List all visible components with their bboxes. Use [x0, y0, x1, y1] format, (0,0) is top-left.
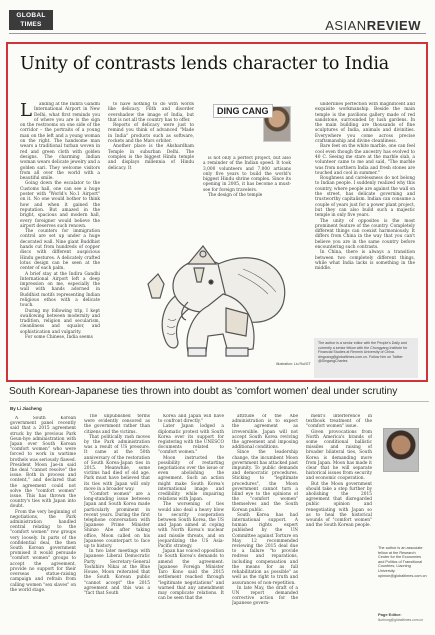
paragraph: In China, there is always a transition between two completely different things, while what India lacks is something in the middle.	[315, 250, 415, 272]
paragraph: Roughness and carelessness do not belong to Indian people. I suddenly realized why this country, where people are against the wall on the street, has delicate governing and trustworthy capitalism. Indian can consume a couple of years just for a power plant project, but they can also build such a majestic temple in only five years.	[315, 176, 415, 219]
paragraph: In late May, the draft of a UN report demanded corrective action for the Japanese govern-	[232, 585, 298, 607]
paragraph: From the very beginning of negotiations, the Park administration handled central relating to the "comfort women" row groups very loosely. In parts of the confidential deal, the then South Korean government promised it would persuade "comfort women" groups to accept the agreement, provide no support for their overseas statue-raising campaign and refrain from calling women "sex slaves" on the world stage.	[10, 509, 76, 593]
paragraph: underlines perfection with magnificent and exquisite workmanship. Beside the main temple is the pavilions gallery made of red sandstone, surrounded by lush gardens. In the main building are thousands of fine sculptures of India, animals and divinities. Everywhere you come across precise craftsmanship and divine cleanliness.	[315, 102, 415, 145]
logo-line-2: TIMES	[20, 21, 42, 28]
paragraph: "Comfort women" are a long-standing issue between Japan and South Korea made particularly prominent in recent years. During the first telephone conversation with Japanese Prime Minister Shinzo Abe after taking office, Moon called on his Japanese counterpart to face up to history.	[84, 492, 150, 550]
paragraph: The unity of opposites is the most prominent feature of the country. Completely different things can coexist harmoniously. It differs from China in the way that you can't believe you are in the same country before encountering such contrasts.	[315, 218, 415, 251]
paragraph: anding at the Indira Gandhi International Airport in New Delhi, what first reminds you of where you are is the sign on the restrooms on one side of the corridor – the portraits of a young man on the left and a young woman on the right. The handsome man wears a traditional turban woven in red and green cloth with golden designs. The charming Indian woman wears delicate jewelry and a golden sari. They welcome visitors from all over the world with a beautiful smile.	[20, 102, 100, 182]
paragraph: During my following trip, I kept swallowing between modernity and tradition, religion and secularism, cleanliness and squalor, and sophistication and vulgarity.	[20, 308, 100, 335]
paragraph: Later Japan lodged a diplomatic protest with South Korea over its support for registering with the UNESCO documents related to "comfort women."	[158, 424, 224, 456]
paragraph: But the Moon government should take a step further by abolishing the 2015 agreement that disregarded public opinion and renegotiating with Japan so as to heal the historical wounds of "comfort women" and the South Korean people.	[306, 481, 372, 529]
paragraph: Moon instructed the possibility of restarting negotiations over the issue or even abolishing the agreement. Such an action might make South Korea's international image and credibility while impairing relations with Japan.	[158, 455, 224, 503]
paragraph: Japan has voiced opposition to South Korea's demands to amend the agreement. Japanese Foreign Minister Taro Kono said the 2015 settlement reached through "legitimate negotiations" and warned that any amendment may complicate relations. It can be seen that the	[158, 549, 224, 602]
feature-column-4	[315, 102, 415, 302]
story2-byline: By Li Jiacheng	[10, 406, 42, 411]
paragraph: ment's interference in textbook treatment of the "comfort women" issue.	[306, 414, 372, 430]
paragraph: Going down the escalator to the Customs hall, one can see a huge poster with "World's No.1 Airport" on it. No one would bother to think how and when it gained the reputation. But amazed in the bright, spacious and modern hall, every foreigner would believe the airport deserves such renown.	[20, 181, 100, 229]
drop-cap: L	[20, 102, 32, 121]
elephant-illustration	[108, 224, 308, 374]
paragraph: Reports of delicacy were just to remind you think of advanced "Made in India" products such as software, rockets and the Mars orbiter.	[108, 123, 194, 145]
paragraph: The worsening of ties would also deal a heavy blow to security cooperation between South Korea, the US and Japan aimed at coping with North Korea's nuclear and missile threats, and on jeopardizing the US Asia-Pacific strategy.	[158, 502, 224, 550]
paragraph: to have nothing to do with words like delicacy. Filth and disorder overshadow the image of India, but that is not all the country has to offer.	[108, 102, 194, 123]
paragraph: Given provocations from North America's brands of some conditional ballistic missiles and raising of broader bilateral ties, South Korea is demanding more from Japan. Moon has made it clear that he will separate historical issues from security and economic cooperation.	[306, 429, 372, 482]
paragraph: attitude of the Abe administration is to expect the agreement as irreversible. Japan will not accept South Korea reviving the agreement and imposing additional conditions.	[232, 414, 298, 451]
paragraph: South Korea has had international support. A human rights expert published by the UN Committee against Torture on May 12 recommended reviewing the 2015 deal due to a failure "to provide redress and reparations, including compensation and the means for as full rehabilitation as possible" as well as the right to truth and assurances of non-repetition.	[232, 512, 298, 586]
author-portrait	[383, 428, 419, 472]
paragraph: Bare feet on the white marble, one can feel cool even though the ancestry has evolved to 40 C. Seeing me stare at the marble slab, a volunteer came to me and said, "The marble was from northern India and fresh stones are touched and cool in summer."	[315, 144, 415, 176]
paragraph: Another place is the Akshardham Temple in suburban Delhi. The complex is the biggest Hindu temple and displays millennia of Hindu delicacy. It	[108, 144, 194, 171]
story2-column-5	[306, 414, 372, 628]
paragraph: In two later meetings with Japanese Liberal Democratic Party Secretary-General Toshihiro Nikai at the Blue House, Moon reiterated that the South Korean public "cannot accept" the 2015 agreement and this was a "fact that South	[84, 549, 150, 596]
story2-column-3	[158, 414, 224, 628]
feature-column-2	[108, 102, 194, 220]
paragraph: That politically rash moves by the Park administration was a result of US pressure. It came at the 50th anniversary of the restoration of South Korea-Japan ties in 2015. Meanwhile, some victims had died of old age. Park must have believed that its ties with Japan will only move in a broader way.	[84, 434, 150, 492]
logo-line-1: GLOBAL	[16, 12, 46, 19]
story2-headline[interactable]: South Korean-Japanese ties thrown into doubt as 'comfort women' deal under scrutiny	[9, 386, 398, 397]
story2-rule	[9, 401, 429, 402]
author-header	[213, 104, 293, 154]
section-title-bold: REVIEW	[366, 18, 421, 33]
illustration-credit: Illustration: Liu Rui/GT	[276, 362, 311, 366]
author-note: The author is an associate fellow at the Research Center for the Economies and Politics of Transitional Countries, Liaoning University. opinion@globaltimes.com.cn	[378, 546, 427, 578]
page-editor-label: Page Editor:	[378, 612, 402, 617]
section-title	[325, 18, 421, 33]
paragraph: For some Chinese, India seems	[25, 335, 93, 341]
feature-column-3	[203, 156, 291, 226]
story2-sidebar	[378, 408, 428, 630]
paragraph: The unpublished terms were evidently censored as the government rather than citizens and the victims.	[84, 414, 150, 435]
masthead-rule	[9, 33, 426, 34]
paragraph: Korea and Japan will have to confront directly."	[158, 414, 224, 425]
paragraph: A South Korean government panel recently said that a 2015 agreement struck by the previous Park Geun-hye administration with Japan over South Korean "comfort women" who were forced to work in wartime brothels was seriously flawed. President Moon Jae-in said the deal "cannot resolve" the issue. Both in process and content," and declared that the agreement could not solve the "comfort women" issue. This has thrown the country's ties with Japan into doubt.	[10, 416, 76, 510]
author-bio: The author is a senior editor with the People's Daily and currently a senior fellow with the Chongyang Institute for Financial Studies at Renmin University of China. dingcang@globaltimes.com.cn. Follow him on Twitter @DingangCharles	[314, 338, 418, 378]
paragraph: is not only a perfect project, but also a reminder of the Indian speed. It took 3,000 volunteers and 7,000 artisans only five years to build the world's biggest Hindu shrine complex. Since its opening in 2005, it has become a must-see for foreign travelers.	[203, 156, 291, 193]
author-name: DING CANG	[213, 104, 273, 118]
page-editor-email[interactable]: liuzhong@globaltimes.com.cn	[378, 618, 424, 622]
feature-column-1	[20, 102, 100, 374]
feature-headline: Unity of contrasts lends character to India	[20, 54, 390, 74]
story2-column-2	[84, 414, 150, 628]
paragraph: Since the leadership change, the incumbent Moon government has attacked past impunity. To public demands and democratic procedures. Sticking to "legitimate procedures", the Moon government cannot turn a blind eye to the opinions of the "comfort women" themselves and the South Korean public.	[232, 450, 298, 513]
story2-column-4	[232, 414, 298, 628]
feature-article[interactable]	[6, 42, 428, 382]
paragraph: The counters for immigration control are set up under a huge decorated wall. Nine giant Buddhist hands cut from hundreds of copper discs with different auspicious Hindu gestures. A delicately crafted lotus design can be seen at the center of each palm.	[20, 229, 100, 272]
story2-column-1	[10, 416, 76, 630]
paragraph: A brief stay at the Indira Gandhi International Airport left a deep impression on me, especially the wall with hands adorned in Buddhist motifs representing Indian religious ethos with a delicate touch.	[20, 271, 100, 309]
global-times-logo	[9, 10, 53, 30]
paragraph: The design of the temple	[208, 193, 263, 199]
section-title-light: ASIAN	[325, 18, 367, 33]
